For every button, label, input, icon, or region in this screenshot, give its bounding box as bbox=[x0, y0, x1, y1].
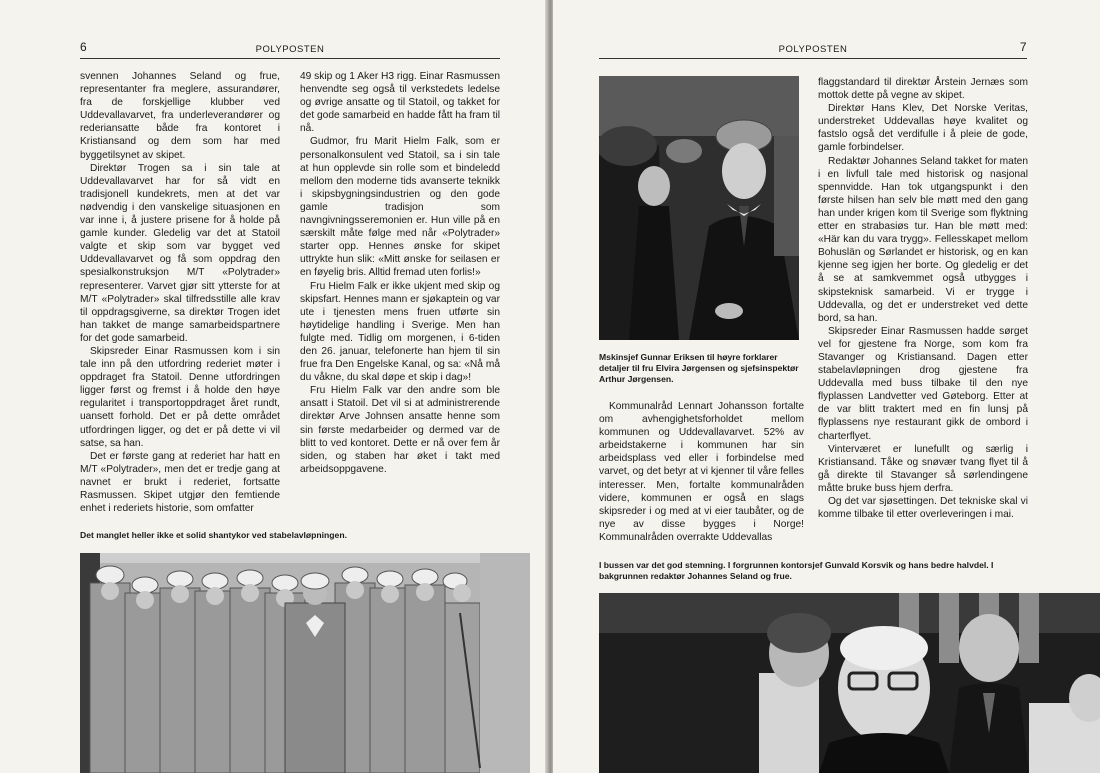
shanty-choir-photo bbox=[80, 553, 530, 773]
bus-photo bbox=[599, 593, 1100, 773]
running-title-right: POLYPOSTEN bbox=[778, 44, 848, 55]
paragraph: Skipsreder Einar Rasmussen kom i sin tale inn på den utfordring rederiet møter i oppdraget fra Statoil. Denne utfordringen ligger først og fremst i å holde den høye regularitet i transportoppdraget året rundt, uansett forhold. Det er på dette området utfordringen ligger, og det er på dette vi vil satse, sa han. bbox=[80, 345, 280, 449]
left-column-2 bbox=[300, 70, 500, 476]
page-number-left: 6 bbox=[80, 40, 88, 54]
bus-caption: I bussen var det god stemning. I forgrunnen kontorsjef Gunvald Korsvik og hans bedre halvdel. I bakgrunnen redaktør Johannes Seland og frue. bbox=[599, 560, 994, 581]
paragraph: Gudmor, fru Marit Hielm Falk, som er personalkonsulent ved Statoil, sa i sin tale at hun opplevde sin rolle som et bindeledd mellom den moderne tids avanserte teknikk i skipsbygningsindustrien og den gode gamle tradisjon som navngivningsseremonien er. Hun ville på en særskilt måte følge med når «Polytrader» starter opp. Hennes ønske for skipet uttrykte hun slik: «Mitt ønske for seilasen er en føyelig bris. Alltid fremad uten forlis!» bbox=[300, 136, 500, 279]
right-page bbox=[553, 0, 1100, 773]
paragraph: flaggstandard til direktør Årstein Jernæs som mottok dette på vegne av skipet. bbox=[818, 77, 1028, 102]
shanty-choir-caption: Det manglet heller ikke et solid shantykor ved stabelavløpningen. bbox=[80, 530, 347, 540]
running-title-left: POLYPOSTEN bbox=[255, 44, 325, 55]
left-column-1 bbox=[80, 70, 280, 515]
paragraph: Redaktør Johannes Seland takket for maten i en livfull tale med historisk og nasjonal spennvidde. Han tok utgangspunkt i den første hilsen han selv ble møtt med den gang han under krigen kom til Sverige som flyktning etter en strabasiøs tur. Han ble møtt med: «Här kan du vara trygg». Fellesskapet mellom Bohuslän og Sørlandet er historisk, og en kan kjenne seg igjen her borte. Og gledelig er det å se at samkvemmet også utbygges i skipsteknisk samarbeid. Vi er trygge i Uddevalla, og det er understreket ved dette bord, sa han. bbox=[818, 155, 1028, 324]
right-column-1 bbox=[599, 400, 804, 544]
paragraph: Skipsreder Einar Rasmussen hadde sørget vel for gjestene fra Norge, som kom fra Stavanger og Kristiansand. Dagen etter stabelavløpningen drog gjestene fra Uddevalla med buss tilbake til den nye flyplassen Landvetter ved Gøteborg. Etter at de var blitt traktert med en fin lunsj på flyplassens nye restaurant gikk de ombord i charterflyet. bbox=[818, 325, 1028, 442]
right-column-2 bbox=[818, 76, 1028, 521]
paragraph: Og det var sjøsettingen. Det tekniske skal vi komme tilbake til etter overleveringen i mai. bbox=[818, 496, 1028, 521]
paragraph: Kommunalråd Lennart Johansson fortalte om avhengighetsforholdet mellom kommunen og Uddevallavarvet. 52% av arbeidstakerne i kommunen har sin arbeidsplass ved eller i forbindelse med varvet, og det betyr at vi kjenner til våre felles interesser. Men, fortalte kommunalråden videre, kommunen er også en slags skipsreder i og med at vi eier taubåter, og de nye av disse bygges i Norge! Kommunalråden overrakte Uddevallas bbox=[599, 401, 804, 543]
paragraph: svennen Johannes Seland og frue, representanter fra meglere, assurandører, fra de forskjellige klubber ved Uddevallavarvet, fra underleverandører og rederiansatte både fra kontoret i Kristiansand og dem som har med byggetilsynet av skipet. bbox=[80, 71, 280, 161]
machine-chief-photo bbox=[599, 76, 799, 340]
right-page-header bbox=[599, 42, 1027, 59]
page-number-right: 7 bbox=[1019, 40, 1027, 54]
left-page bbox=[0, 0, 547, 773]
paragraph: Direktør Trogen sa i sin tale at Uddevallavarvet har for så vidt en tradisjonell kundekrets, men at det var nødvendig i den vanskelige situasjonen en var inne i, å justere prisene for å holde på gamle kunder. Gledelig var det at Statoil valgte et skip som var bygget ved Uddevallavarvet og få som oppdrag den spesialkonstruksjon M/T «Polytrader» representerer. Varvet gjør sitt ytterste for at M/T «Polytrader» skal tilfredsstille alle krav til oppdragsgiverne, sa direktør Trogen idet han takket de mange samarbeidspartnere for det gode samarbeid. bbox=[80, 162, 280, 344]
paragraph: Fru Hielm Falk var den andre som ble ansatt i Statoil. Det vil si at administrerende direktør Arve Johnsen ansatte henne som sin første medarbeider og dermed var de blitt to ved kontoret. Dette er nå over fem år siden, og staben har øket i takt med arbeidsoppgavene. bbox=[300, 385, 500, 475]
paragraph: Direktør Hans Klev, Det Norske Veritas, understreket Uddevallas høye kvalitet og fastslo også det verdifulle i å pleie de gode, gamle forbindelser. bbox=[818, 103, 1028, 154]
left-page-header bbox=[80, 42, 500, 59]
paragraph: Det er første gang at rederiet har hatt en M/T «Polytrader», men det er tredje gang at navnet er brukt i rederiet, fortsatte Rasmussen. Skipet utgjør den femtiende enhet i rederiets historie, som omfatter bbox=[80, 450, 280, 515]
paragraph: Fru Hielm Falk er ikke ukjent med skip og skipsfart. Hennes mann er sjøkaptein og var ute i tjenesten mens fruen utførte sin høytidelige handling i Sverige. Men han fulgte med. Tidlig om morgenen, i 6-tiden den 26. januar, telefonerte han hjem til sin frue fra Den Engelske Kanal, og sa: «Nå må du våkne, du skal døpe et skip i dag»! bbox=[300, 280, 500, 384]
paragraph: 49 skip og 1 Aker H3 rigg. Einar Rasmussen henvendte seg også til verkstedets ledelse og øvrige ansatte og til Statoil, og takket for det gode samarbeid en hadde fått ha fram til nå. bbox=[300, 71, 500, 135]
paragraph: Vinterværet er lunefullt og særlig i Kristiansand. Tåke og snøvær tvang flyet til å gå direkte til Stavanger så sørlendingene måtte bruke buss hjem derfra. bbox=[818, 443, 1028, 494]
machine-chief-caption: Mskinsjef Gunnar Eriksen til høyre forklarer detaljer til fru Elvira Jørgensen og sjefsinspektør Arthur Jørgensen. bbox=[599, 352, 799, 384]
